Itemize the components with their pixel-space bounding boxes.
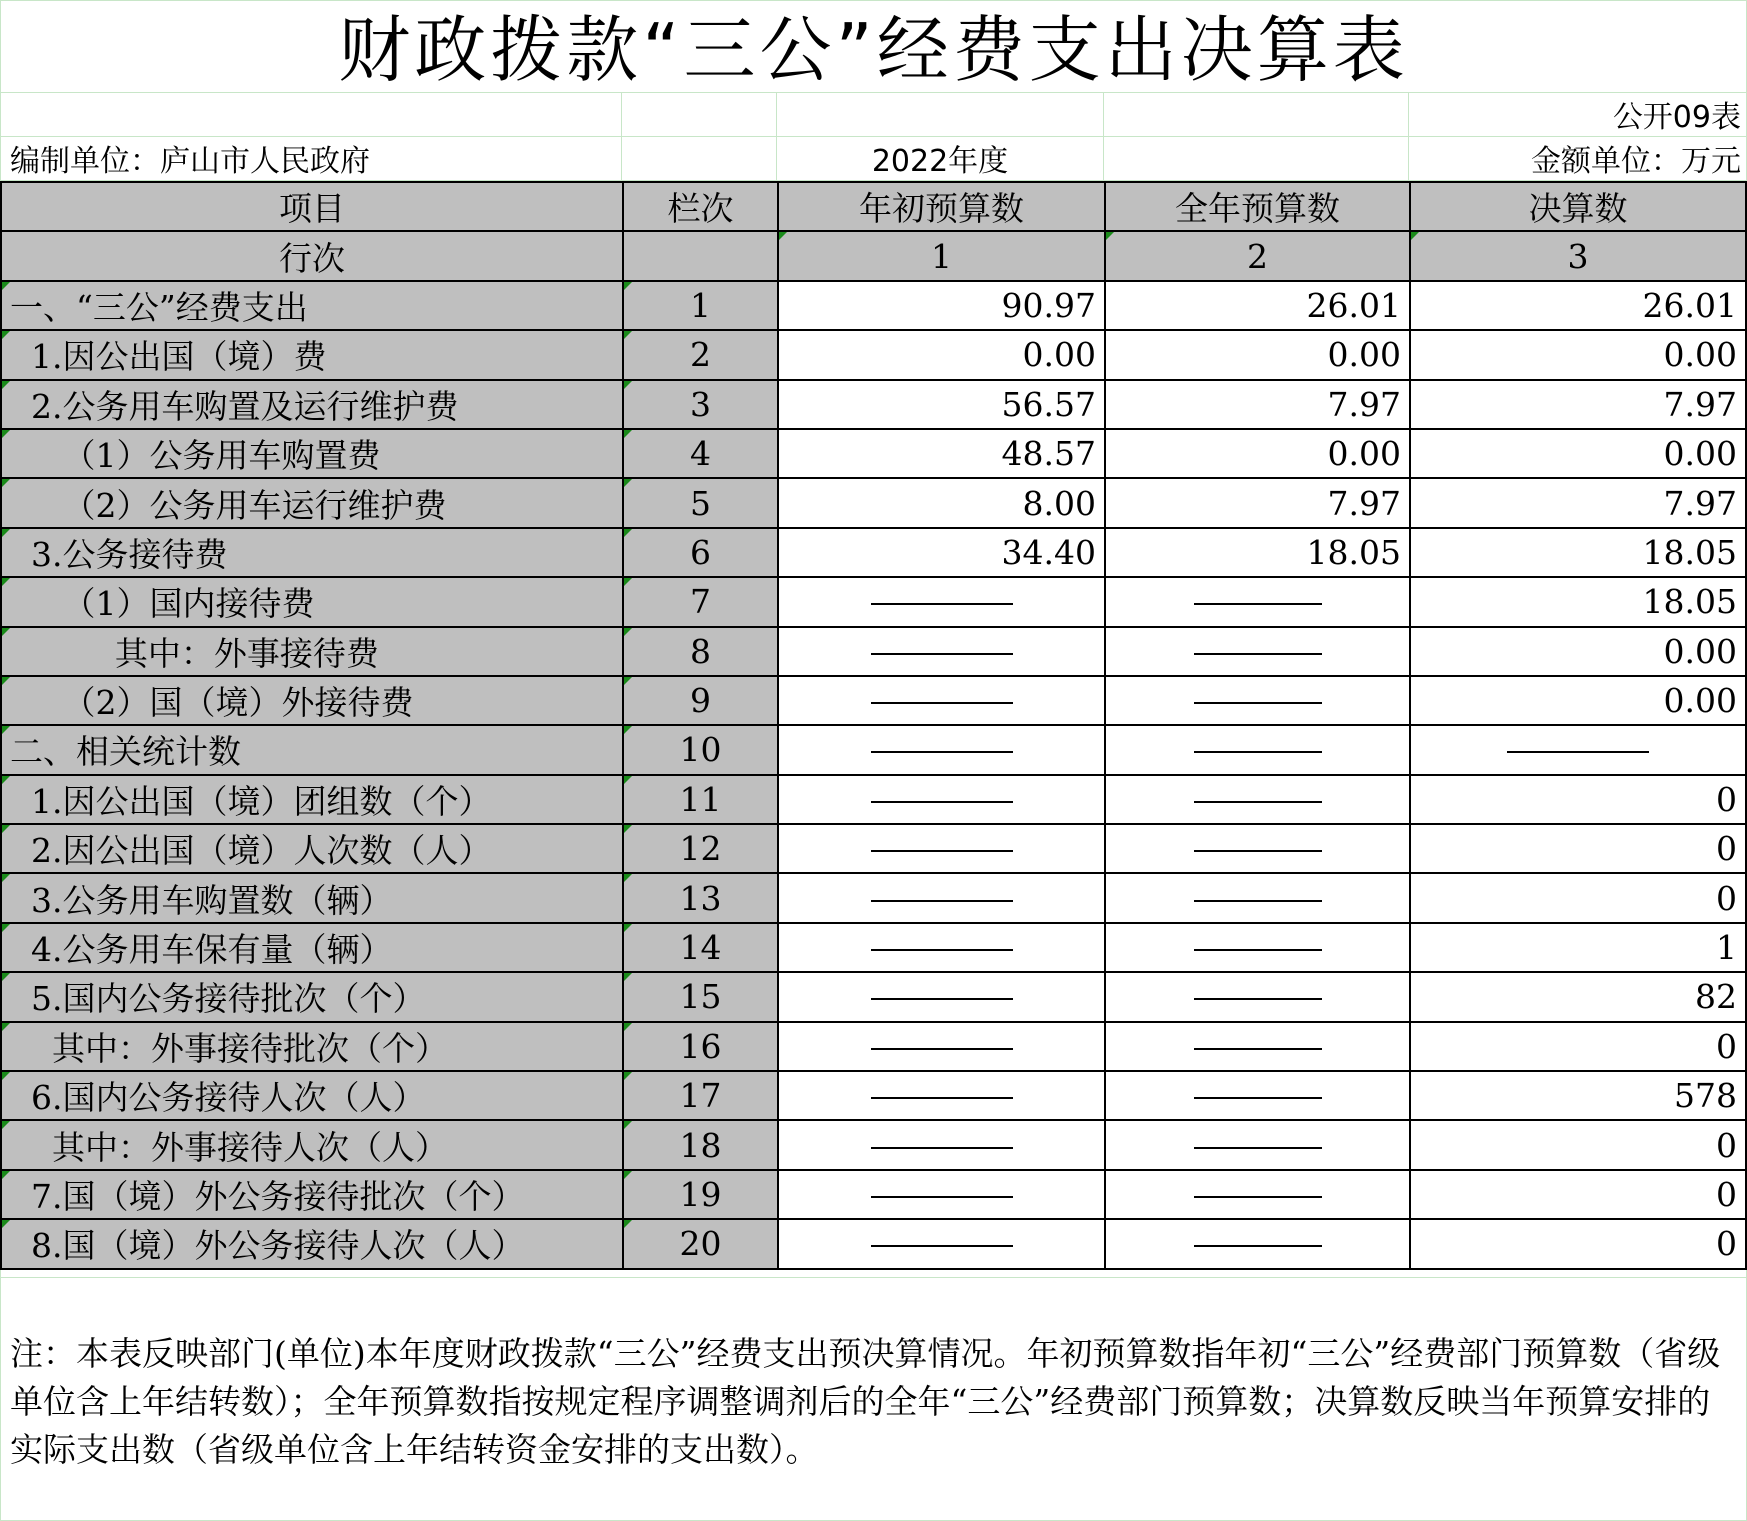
table-row <box>1 577 1746 626</box>
value-cell[interactable]: 0.00 <box>1410 330 1746 379</box>
not-applicable-cell[interactable] <box>778 1170 1105 1219</box>
not-applicable-cell[interactable] <box>1105 1120 1410 1169</box>
value-cell[interactable]: 0 <box>1410 1022 1746 1071</box>
row-number[interactable]: 8 <box>623 627 778 676</box>
row-number[interactable]: 4 <box>623 429 778 478</box>
form-number[interactable]: 公开09表 <box>1409 93 1747 137</box>
header-n3[interactable]: 3 <box>1410 231 1746 280</box>
not-applicable-cell[interactable] <box>778 775 1105 824</box>
dash-mark <box>871 603 1013 605</box>
value-cell[interactable]: 0.00 <box>1105 330 1410 379</box>
expense-table <box>0 181 1747 1270</box>
header-n2[interactable]: 2 <box>1105 231 1410 280</box>
not-applicable-cell[interactable] <box>1105 577 1410 626</box>
dash-mark <box>1194 1048 1322 1050</box>
dash-mark <box>871 850 1013 852</box>
dash-mark <box>871 900 1013 902</box>
header-item[interactable]: 项目 <box>1 182 623 231</box>
empty-cell[interactable] <box>1104 93 1409 137</box>
not-applicable-cell[interactable] <box>1105 1022 1410 1071</box>
dash-mark <box>1194 751 1322 753</box>
row-number[interactable]: 9 <box>623 676 778 725</box>
row-label[interactable]: 1.因公出国（境）团组数（个） <box>1 775 623 824</box>
value-cell[interactable]: 0.00 <box>1410 676 1746 725</box>
not-applicable-cell[interactable] <box>778 1022 1105 1071</box>
value-cell[interactable]: 7.97 <box>1410 380 1746 429</box>
row-label[interactable]: （1）公务用车购置费 <box>1 429 623 478</box>
row-number[interactable]: 15 <box>623 972 778 1021</box>
not-applicable-cell[interactable] <box>1105 775 1410 824</box>
row-label[interactable]: 一、“三公”经费支出 <box>1 281 623 330</box>
table-row <box>1 824 1746 873</box>
dash-mark <box>871 949 1013 951</box>
not-applicable-cell[interactable] <box>778 824 1105 873</box>
not-applicable-cell[interactable] <box>1105 1170 1410 1219</box>
not-applicable-cell[interactable] <box>1105 725 1410 774</box>
row-number[interactable]: 10 <box>623 725 778 774</box>
row-number[interactable]: 3 <box>623 380 778 429</box>
not-applicable-cell[interactable] <box>778 1071 1105 1120</box>
dash-mark <box>871 801 1013 803</box>
not-applicable-cell[interactable] <box>1105 923 1410 972</box>
table-row <box>1 330 1746 379</box>
row-number[interactable]: 5 <box>623 478 778 527</box>
header-row-no[interactable]: 行次 <box>1 231 623 280</box>
empty-cell[interactable] <box>1104 137 1409 181</box>
row-label[interactable]: 1.因公出国（境）费 <box>1 330 623 379</box>
row-number[interactable]: 18 <box>623 1120 778 1169</box>
row-label[interactable]: 2.因公出国（境）人次数（人） <box>1 824 623 873</box>
dash-mark <box>1194 850 1322 852</box>
unit-label[interactable]: 金额单位：万元 <box>1409 137 1747 181</box>
divider <box>0 1277 1747 1278</box>
dash-mark <box>1194 998 1322 1000</box>
table-row <box>1 1219 1746 1268</box>
row-label[interactable]: 其中：外事接待费 <box>1 627 623 676</box>
header-row <box>1 182 1746 231</box>
row-label[interactable]: 6.国内公务接待人次（人） <box>1 1071 623 1120</box>
row-number[interactable]: 7 <box>623 577 778 626</box>
row-number[interactable]: 12 <box>623 824 778 873</box>
value-cell[interactable]: 0.00 <box>778 330 1105 379</box>
dash-mark <box>1194 1147 1322 1149</box>
not-applicable-cell[interactable] <box>1105 824 1410 873</box>
table-row <box>1 281 1746 330</box>
header-col-no[interactable]: 栏次 <box>623 182 778 231</box>
table-row <box>1 380 1746 429</box>
value-cell[interactable]: 0 <box>1410 824 1746 873</box>
dash-mark <box>1194 801 1322 803</box>
value-cell[interactable]: 0.00 <box>1410 429 1746 478</box>
value-cell[interactable]: 0.00 <box>1105 429 1410 478</box>
table-row <box>1 528 1746 577</box>
footnote: 注：本表反映部门(单位)本年度财政拨款“三公”经费支出预决算情况。年初预算数指年初“三公”经费部门预算数（省级单位含上年结转数）；全年预算数指按规定程序调整调剂后的全年“三公”经费部门预算数；决算数反映当年预算安排的实际支出数（省级单位含上年结转资金安排的支出数）。 <box>10 1334 1721 1469</box>
value-cell[interactable]: 7.97 <box>1410 478 1746 527</box>
row-number[interactable]: 1 <box>623 281 778 330</box>
row-label[interactable]: 5.国内公务接待批次（个） <box>1 972 623 1021</box>
row-number[interactable]: 19 <box>623 1170 778 1219</box>
not-applicable-cell[interactable] <box>778 923 1105 972</box>
row-label[interactable]: 其中：外事接待批次（个） <box>1 1022 623 1071</box>
empty-cell[interactable] <box>622 93 777 137</box>
dash-mark <box>871 998 1013 1000</box>
table-row <box>1 627 1746 676</box>
row-label[interactable]: 4.公务用车保有量（辆） <box>1 923 623 972</box>
not-applicable-cell[interactable] <box>778 676 1105 725</box>
form-number-row <box>0 93 1747 137</box>
row-number[interactable]: 14 <box>623 923 778 972</box>
not-applicable-cell[interactable] <box>778 1120 1105 1169</box>
empty-cell[interactable] <box>0 93 622 137</box>
dash-mark <box>871 1147 1013 1149</box>
row-number[interactable]: 20 <box>623 1219 778 1268</box>
table-row <box>1 1071 1746 1120</box>
not-applicable-cell[interactable] <box>1105 676 1410 725</box>
dash-mark <box>1194 1097 1322 1099</box>
value-cell[interactable]: 48.57 <box>778 429 1105 478</box>
row-label[interactable]: 2.公务用车购置及运行维护费 <box>1 380 623 429</box>
row-number[interactable]: 16 <box>623 1022 778 1071</box>
dash-mark <box>871 1097 1013 1099</box>
table-row <box>1 923 1746 972</box>
table-row <box>1 676 1746 725</box>
header-budget-initial[interactable]: 年初预算数 <box>778 182 1105 231</box>
row-label[interactable]: 8.国（境）外公务接待人次（人） <box>1 1219 623 1268</box>
value-cell[interactable]: 0 <box>1410 873 1746 922</box>
value-cell[interactable]: 56.57 <box>778 380 1105 429</box>
value-cell[interactable]: 90.97 <box>778 281 1105 330</box>
value-cell[interactable]: 26.01 <box>1105 281 1410 330</box>
row-number[interactable]: 13 <box>623 873 778 922</box>
table-row <box>1 972 1746 1021</box>
row-label[interactable]: 其中：外事接待人次（人） <box>1 1120 623 1169</box>
dash-mark <box>871 1048 1013 1050</box>
org-row <box>0 137 1747 181</box>
header-row-numbers <box>1 231 1746 280</box>
dash-mark <box>1194 603 1322 605</box>
table-row <box>1 1170 1746 1219</box>
row-label[interactable]: （2）公务用车运行维护费 <box>1 478 623 527</box>
value-cell[interactable]: 0.00 <box>1410 627 1746 676</box>
value-cell[interactable]: 18.05 <box>1105 528 1410 577</box>
row-label[interactable]: （1）国内接待费 <box>1 577 623 626</box>
dash-mark <box>871 653 1013 655</box>
row-number[interactable]: 17 <box>623 1071 778 1120</box>
value-cell[interactable]: 0 <box>1410 1170 1746 1219</box>
not-applicable-cell[interactable] <box>1410 725 1746 774</box>
table-title: 财政拨款“三公”经费支出决算表 <box>0 0 1747 93</box>
row-label[interactable]: 3.公务用车购置数（辆） <box>1 873 623 922</box>
value-cell[interactable]: 26.01 <box>1410 281 1746 330</box>
value-cell[interactable]: 82 <box>1410 972 1746 1021</box>
row-label[interactable]: （2）国（境）外接待费 <box>1 676 623 725</box>
value-cell[interactable]: 0 <box>1410 1219 1746 1268</box>
not-applicable-cell[interactable] <box>778 577 1105 626</box>
table-row <box>1 873 1746 922</box>
not-applicable-cell[interactable] <box>1105 972 1410 1021</box>
row-number[interactable]: 6 <box>623 528 778 577</box>
not-applicable-cell[interactable] <box>778 873 1105 922</box>
dash-mark <box>871 702 1013 704</box>
value-cell[interactable]: 34.40 <box>778 528 1105 577</box>
not-applicable-cell[interactable] <box>778 725 1105 774</box>
not-applicable-cell[interactable] <box>1105 873 1410 922</box>
value-cell[interactable]: 7.97 <box>1105 380 1410 429</box>
row-label[interactable]: 二、相关统计数 <box>1 725 623 774</box>
not-applicable-cell[interactable] <box>1105 1219 1410 1268</box>
row-number[interactable]: 11 <box>623 775 778 824</box>
table-row <box>1 478 1746 527</box>
dash-mark <box>871 751 1013 753</box>
row-label[interactable]: 3.公务接待费 <box>1 528 623 577</box>
not-applicable-cell[interactable] <box>778 972 1105 1021</box>
dash-mark <box>1194 653 1322 655</box>
dash-mark <box>1507 751 1649 753</box>
dash-mark <box>871 1245 1013 1247</box>
not-applicable-cell[interactable] <box>1105 627 1410 676</box>
value-cell[interactable]: 7.97 <box>1105 478 1410 527</box>
dash-mark <box>1194 900 1322 902</box>
header-n1[interactable]: 1 <box>778 231 1105 280</box>
table-row <box>1 725 1746 774</box>
table-row <box>1 775 1746 824</box>
value-cell[interactable]: 0 <box>1410 1120 1746 1169</box>
dash-mark <box>1194 1196 1322 1198</box>
value-cell[interactable]: 18.05 <box>1410 528 1746 577</box>
value-cell[interactable]: 0 <box>1410 775 1746 824</box>
table-row <box>1 1120 1746 1169</box>
not-applicable-cell[interactable] <box>778 627 1105 676</box>
value-cell[interactable]: 8.00 <box>778 478 1105 527</box>
empty-cell[interactable] <box>622 137 777 181</box>
row-label[interactable]: 7.国（境）外公务接待批次（个） <box>1 1170 623 1219</box>
header-final[interactable]: 决算数 <box>1410 182 1746 231</box>
dash-mark <box>871 1196 1013 1198</box>
table-row <box>1 429 1746 478</box>
dash-mark <box>1194 702 1322 704</box>
dash-mark <box>1194 949 1322 951</box>
table-row <box>1 1022 1746 1071</box>
value-cell[interactable]: 18.05 <box>1410 577 1746 626</box>
header-budget-full[interactable]: 全年预算数 <box>1105 182 1410 231</box>
year-label[interactable]: 2022年度 <box>777 137 1104 181</box>
not-applicable-cell[interactable] <box>778 1219 1105 1268</box>
value-cell[interactable]: 578 <box>1410 1071 1746 1120</box>
empty-cell[interactable] <box>777 93 1104 137</box>
dash-mark <box>1194 1245 1322 1247</box>
org-label[interactable]: 编制单位：庐山市人民政府 <box>0 137 622 181</box>
row-number[interactable]: 2 <box>623 330 778 379</box>
header-empty[interactable] <box>623 231 778 280</box>
value-cell[interactable]: 1 <box>1410 923 1746 972</box>
not-applicable-cell[interactable] <box>1105 1071 1410 1120</box>
